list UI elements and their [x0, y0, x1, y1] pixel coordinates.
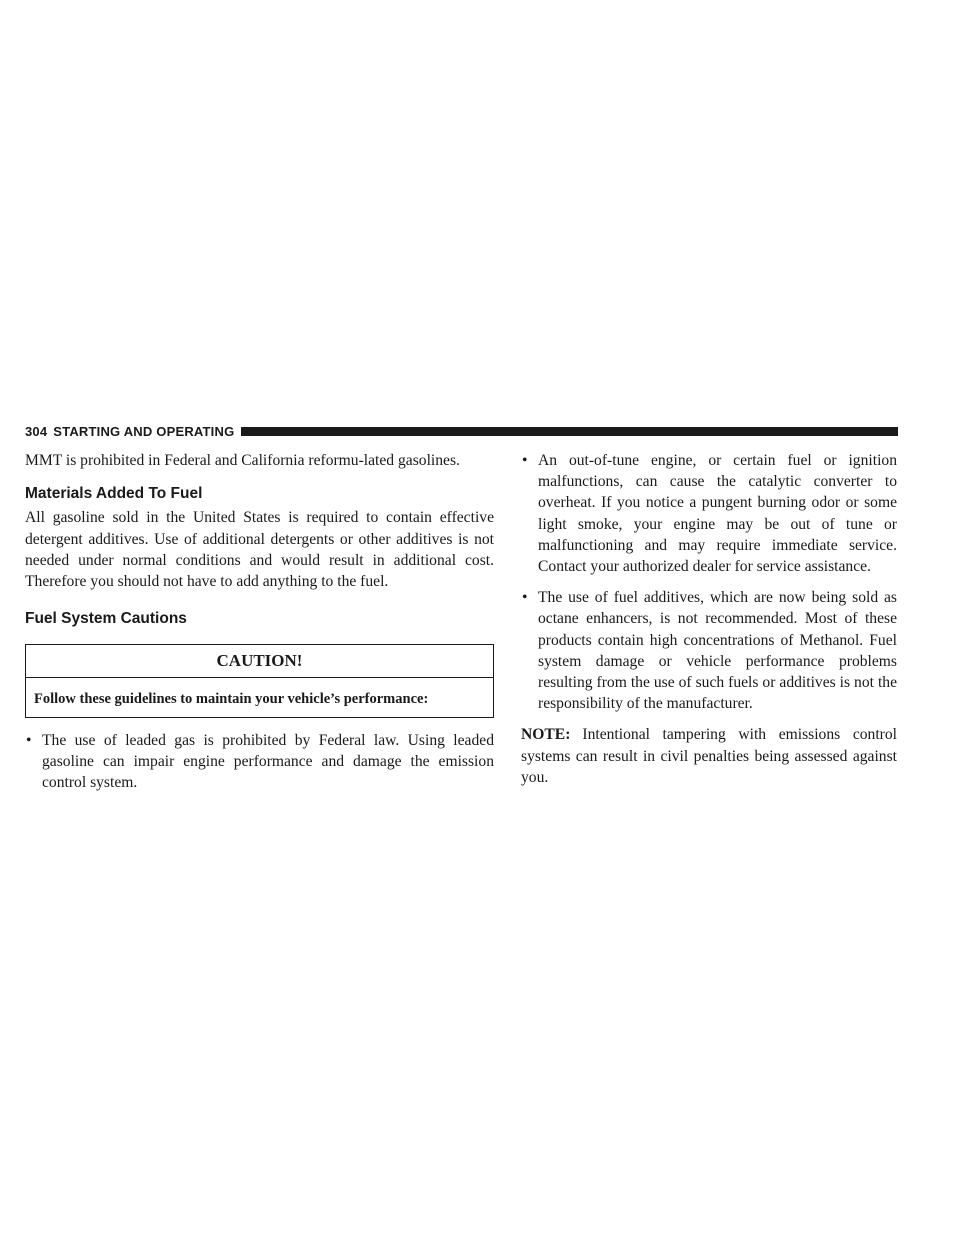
- intro-paragraph: MMT is prohibited in Federal and California reformu-lated gasolines.: [25, 452, 460, 469]
- list-item: [521, 587, 897, 714]
- bullet-text: The use of leaded gas is prohibited by Federal law. Using leaded gasoline can impair engine performance and damage the emission control system.: [42, 731, 494, 792]
- left-column: [25, 450, 494, 803]
- bullet-text: The use of fuel additives, which are now being sold as octane enhancers, is not recommended. Most of these products contain high concentrations of Methanol. Fuel system damage or vehicle performance problems resulting from the use of such fuels or additives is not the responsibility of the manufacturer.: [538, 589, 897, 713]
- section-title: STARTING AND OPERATING: [53, 423, 235, 439]
- list-item: [521, 450, 897, 577]
- bullet-text: An out-of-tune engine, or certain fuel or ignition malfunctions, can cause the catalytic converter to overheat. If you notice a pungent burning odor or some light smoke, your engine may be out of tune or malfunctioning and may require immediate service. Contact your authorized dealer for service assistance.: [538, 452, 897, 576]
- list-item: [25, 730, 494, 794]
- note-paragraph: [521, 724, 897, 788]
- materials-heading: Materials Added To Fuel: [25, 485, 203, 503]
- bullet-glyph: •: [26, 731, 32, 749]
- right-column: [521, 450, 897, 788]
- note-text: Intentional tampering with emissions control systems can result in civil penalties being assessed against you.: [521, 726, 897, 786]
- bullet-glyph: •: [522, 452, 528, 469]
- note-label: NOTE:: [521, 726, 571, 744]
- bullet-glyph: •: [522, 589, 528, 607]
- left-bullet-list: [25, 730, 494, 794]
- materials-paragraph: All gasoline sold in the United States is required to contain effective detergent additives. Use of additional detergents or other additives is not needed under normal conditions and would result in additional cost. Therefore you should not have to add anything to the fuel.: [25, 509, 494, 591]
- page-number: 304: [25, 423, 48, 439]
- caution-box: [25, 644, 494, 717]
- caution-body: Follow these guidelines to maintain your vehicle’s performance:: [34, 690, 429, 707]
- page-header: [25, 423, 898, 439]
- caution-title: CAUTION!: [26, 645, 493, 677]
- header-rule: [241, 427, 898, 436]
- fuel-system-cautions-heading: Fuel System Cautions: [25, 610, 187, 628]
- right-bullet-list: [521, 450, 897, 714]
